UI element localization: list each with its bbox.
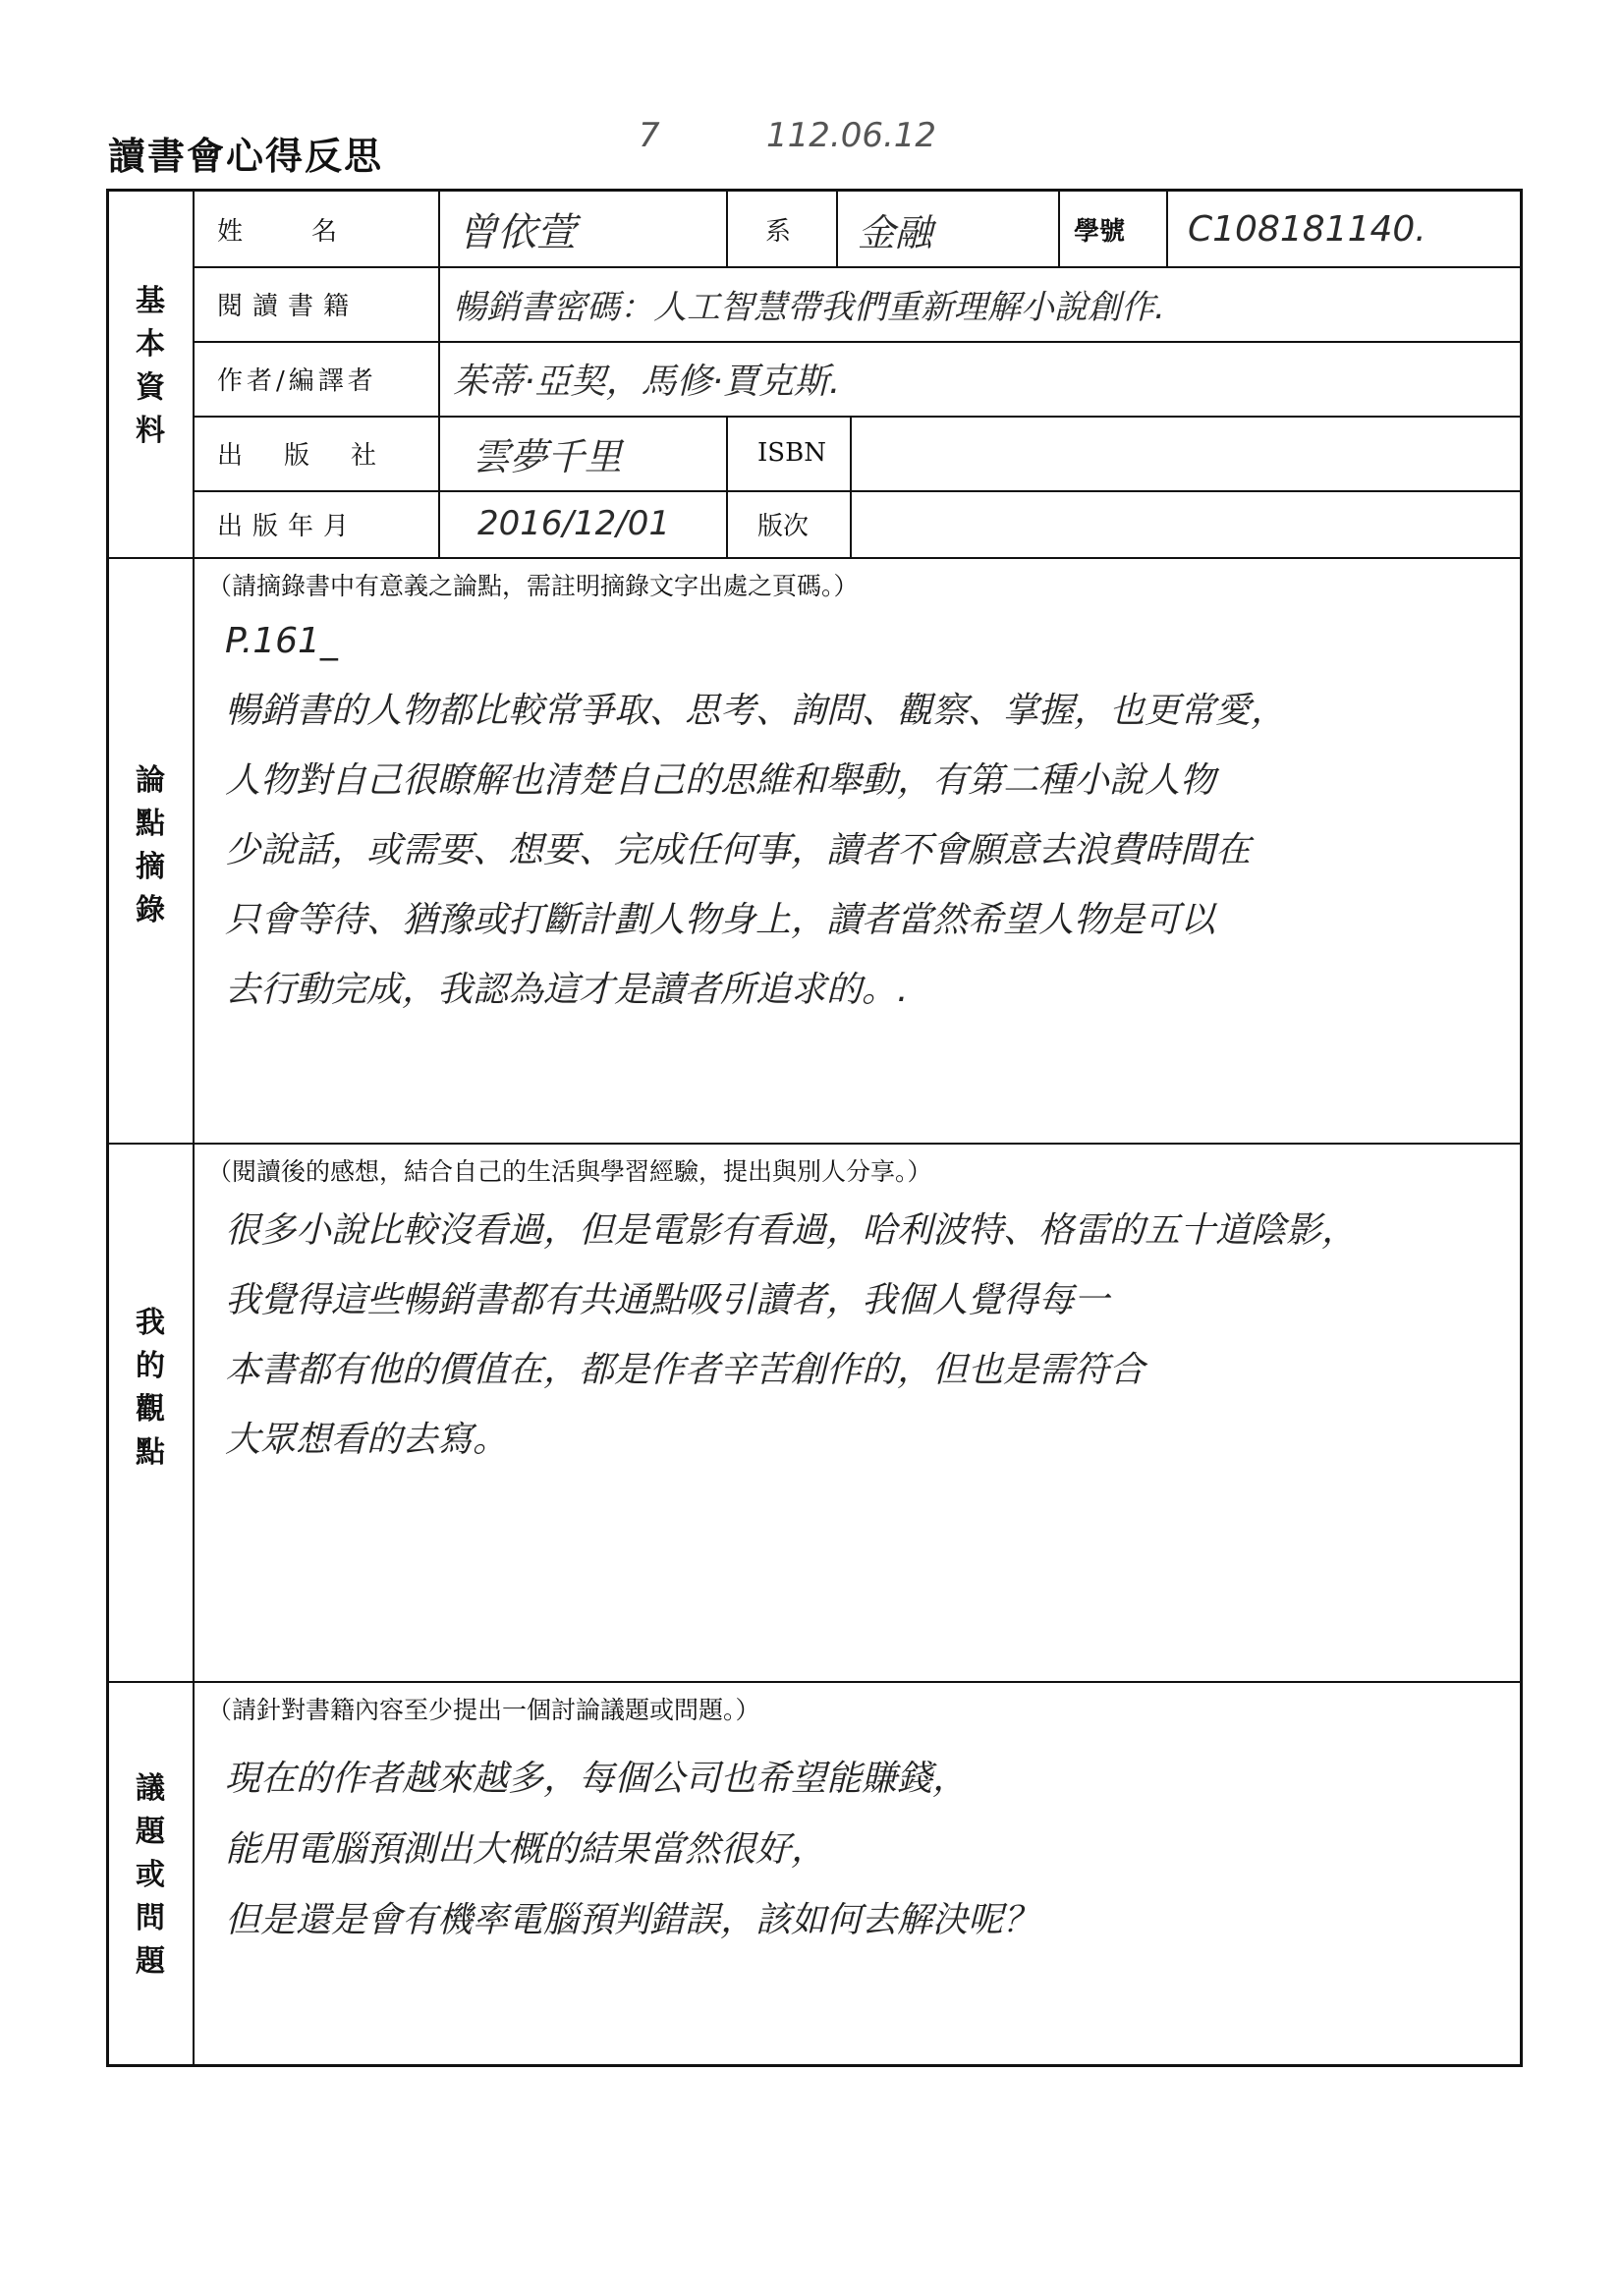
excerpt-line: 去行動完成，我認為這才是讀者所追求的。.	[225, 970, 909, 1010]
excerpt-line: 只會等待、猶豫或打斷計劃人物身上，讀者當然希望人物是可以	[225, 900, 1216, 940]
author-label: 作者/編譯者	[217, 365, 377, 396]
dept-value: 金融	[858, 210, 933, 254]
excerpt-line: 人物對自己很瞭解也清楚自己的思維和舉動，有第二種小說人物	[225, 760, 1216, 801]
col-line	[850, 416, 852, 557]
edition-label: 版次	[757, 511, 810, 541]
publish-date-value: 2016/12/01	[477, 504, 670, 543]
section-line	[109, 1681, 1520, 1683]
row-line	[193, 416, 1520, 418]
reflection-form	[106, 189, 1523, 2067]
col-line	[1058, 192, 1060, 266]
question-answer	[225, 1744, 1038, 1956]
col-line	[836, 192, 838, 266]
section-line	[109, 1143, 1520, 1145]
publisher-label: 出 版 社	[217, 440, 385, 471]
question-line: 能用電腦預測出大概的結果當然很好，	[225, 1829, 827, 1870]
isbn-label: ISBN	[757, 438, 826, 468]
section-line	[109, 557, 1520, 559]
opinion-answer	[225, 1196, 1357, 1475]
col-line	[438, 192, 440, 557]
excerpt-line: 暢銷書的人物都比較常爭取、思考、詢問、觀察、掌握，也更常愛，	[225, 691, 1287, 731]
col-line	[726, 192, 728, 266]
question-line: 現在的作者越來越多，每個公司也希望能賺錢，	[225, 1759, 969, 1799]
row-line	[193, 341, 1520, 343]
name-value: 曾依萱	[458, 209, 576, 255]
book-label: 閱讀書籍	[217, 291, 360, 321]
opinion-line: 很多小說比較沒看過，但是電影有看過，哈利波特、格雷的五十道陰影，	[225, 1210, 1358, 1251]
book-value: 暢銷書密碼：人工智慧帶我們重新理解小說創作.	[453, 287, 1165, 327]
page-title: 讀書會心得反思	[108, 135, 384, 178]
dept-label: 系	[765, 216, 792, 247]
section-label-question: 議題或問題	[136, 1771, 165, 1979]
section-label-excerpt: 論點摘錄	[136, 763, 165, 927]
section-divider	[193, 192, 195, 2064]
opinion-line: 大眾想看的去寫。	[225, 1420, 509, 1460]
row-line	[193, 490, 1520, 492]
section-label-basic: 基本資料	[136, 284, 165, 448]
excerpt-line: P.161_	[225, 621, 338, 661]
excerpt-answer	[225, 606, 1286, 1025]
excerpt-prompt: （請摘錄書中有意義之論點，需註明摘錄文字出處之頁碼。）	[207, 572, 859, 600]
group-number: 7	[639, 116, 660, 155]
author-value: 茱蒂·亞契，馬修·賈克斯.	[453, 361, 841, 402]
excerpt-line: 少說話，或需要、想要、完成任何事，讀者不會願意去浪費時間在	[225, 830, 1252, 870]
publish-date-label: 出版年月	[217, 511, 360, 541]
question-prompt: （請針對書籍內容至少提出一個討論議題或問題。）	[207, 1696, 760, 1724]
submission-date: 112.06.12	[766, 116, 937, 155]
section-label-opinion: 我的觀點	[136, 1306, 165, 1470]
col-line	[726, 416, 728, 557]
question-line: 但是還是會有機率電腦預判錯誤，該如何去解決呢？	[225, 1900, 1039, 1940]
opinion-line: 我覺得這些暢銷書都有共通點吸引讀者，我個人覺得每一	[225, 1280, 1110, 1320]
name-label: 姓 名	[217, 216, 344, 247]
opinion-line: 本書都有他的價值在，都是作者辛苦創作的，但也是需符合	[225, 1350, 1146, 1390]
id-value: C108181140.	[1188, 208, 1426, 250]
opinion-prompt: （閱讀後的感想，結合自己的生活與學習經驗，提出與別人分享。）	[207, 1157, 932, 1186]
id-label: 學號	[1074, 216, 1126, 247]
publisher-value: 雲夢千里	[473, 434, 623, 478]
col-line	[1166, 192, 1168, 266]
